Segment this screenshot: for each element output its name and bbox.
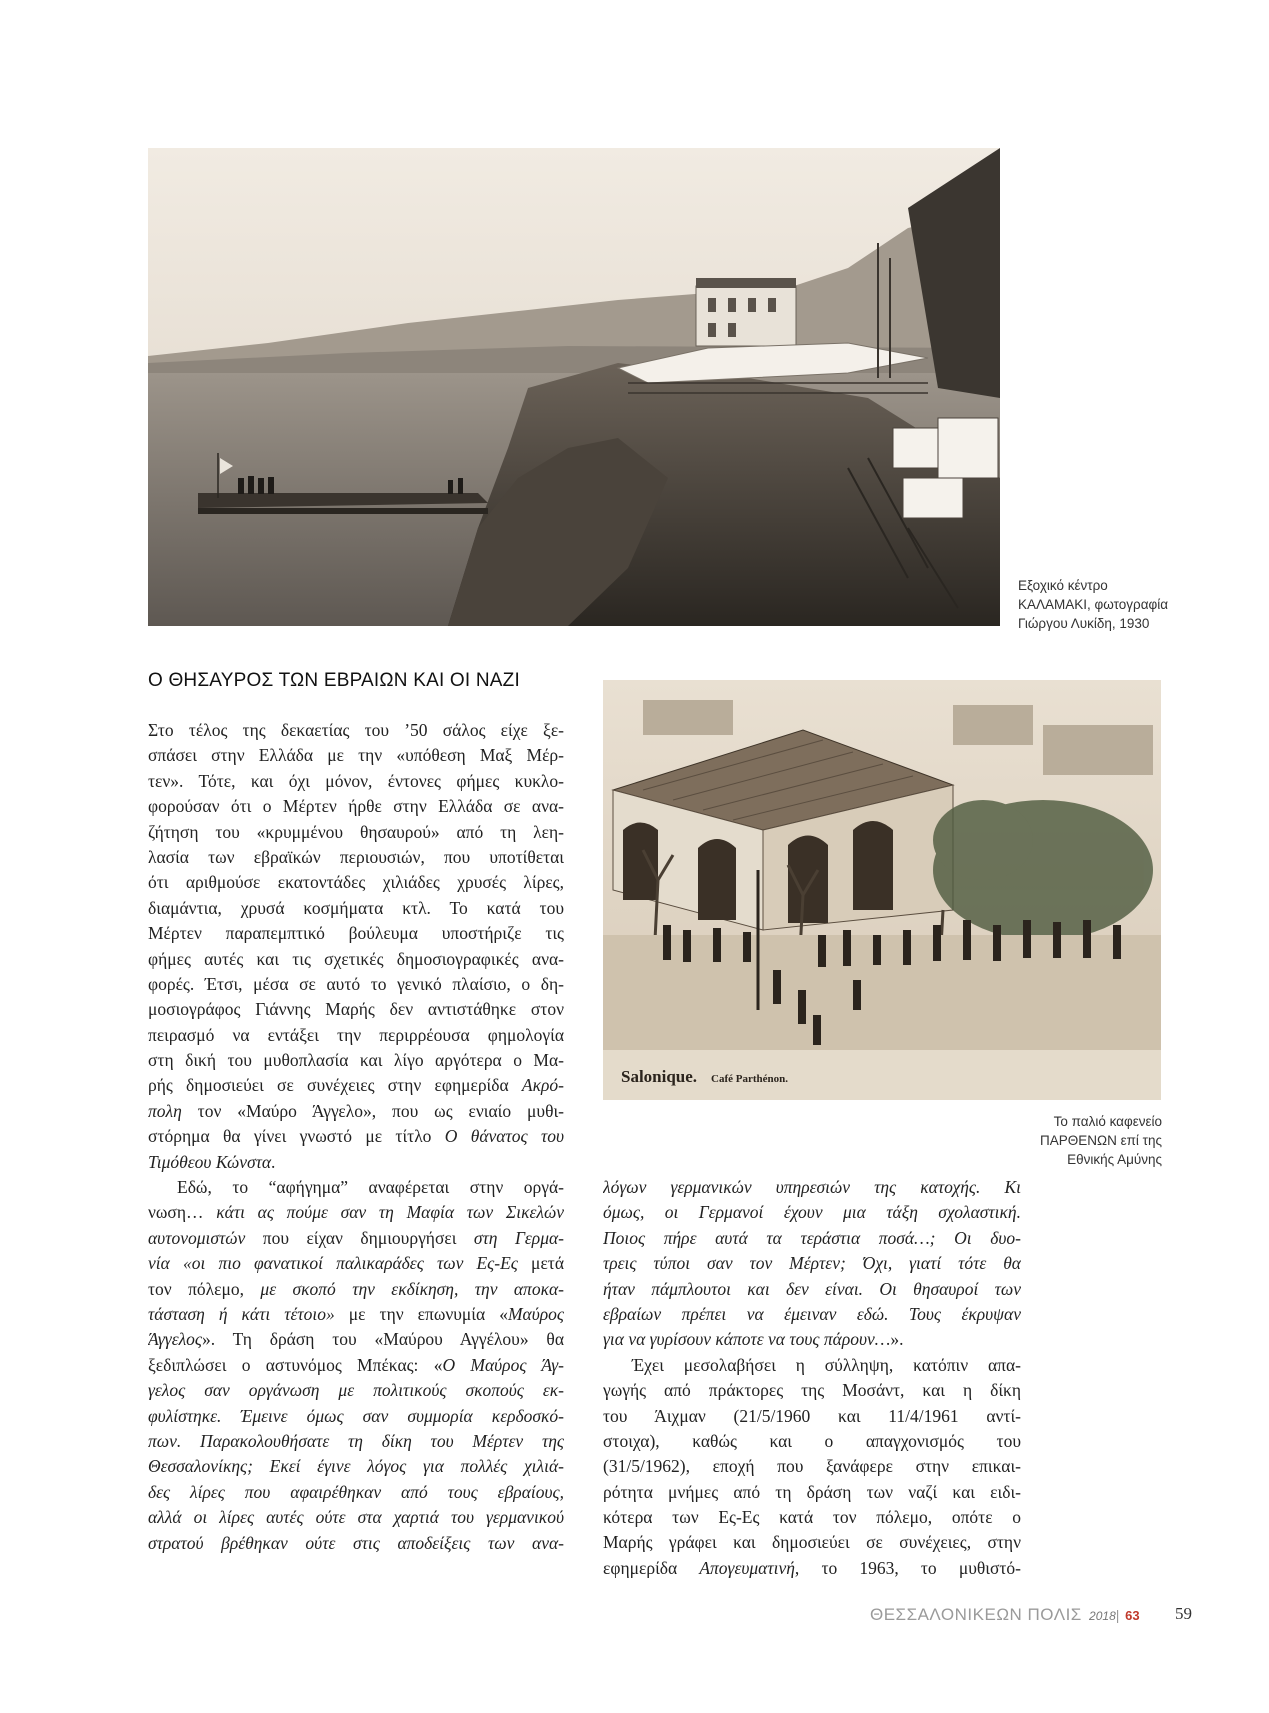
text-segment: αλλά οι λίρες αυτές ούτε στα χαρτιά του γερμανικού <box>148 1507 564 1528</box>
text-segment: γωγής από πράκτορες της Μοσάντ, και η δίκη <box>603 1380 1021 1401</box>
text-line <box>148 1175 564 1200</box>
photo-kalamaki-caption <box>1018 576 1168 633</box>
text-segment: μετά <box>517 1253 564 1274</box>
text-line <box>148 743 564 768</box>
text-line <box>148 1505 564 1530</box>
issue-year: 2018 <box>1089 1609 1116 1623</box>
text-line <box>148 1378 564 1403</box>
text-line <box>148 1048 564 1073</box>
text-segment: στη δική του μυθοπλασία και λίγο αργότερα ο Μα- <box>148 1050 564 1071</box>
text-line <box>148 769 564 794</box>
text-line <box>148 845 564 870</box>
text-line <box>603 1226 1021 1251</box>
issue-number: 63 <box>1125 1608 1140 1623</box>
article-left-column <box>148 718 564 1556</box>
text-segment: για να γυρίσουν κάποτε να τους πάρουν… <box>603 1329 891 1350</box>
text-segment: φορές. Έτσι, μέσα σε αυτό το γενικό πλαίσιο, ο δη- <box>148 973 564 994</box>
text-line <box>148 1073 564 1098</box>
text-line <box>148 1226 564 1251</box>
text-segment: Μαρής γράφει και δημοσιεύει σε συνέχειες, στην <box>603 1532 1021 1553</box>
text-segment: με σκοπό την εκδίκηση, την αποκα- <box>260 1278 564 1299</box>
text-segment: με την επωνυμία « <box>334 1303 508 1324</box>
text-line <box>148 1480 564 1505</box>
photo-printed-label: Salonique. <box>621 1067 698 1086</box>
caption-line: ΚΑΛΑΜΑΚΙ, φωτογραφία <box>1018 597 1169 612</box>
text-segment: φυλίστηκε. Έμεινε όμως σαν συμμορία κερδοσκό- <box>148 1405 564 1426</box>
text-segment: Απογευματινή <box>699 1557 795 1578</box>
article-right-column <box>603 1175 1021 1581</box>
text-line <box>603 1505 1021 1530</box>
page-footer <box>870 1605 1140 1625</box>
text-segment: ήταν πάμπλουτοι και δεν είναι. Οι θησαυροί των <box>603 1278 1021 1299</box>
text-line <box>148 1099 564 1124</box>
text-segment: ρής δημοσιεύει σε συνέχειες στην εφημερίδα <box>148 1075 522 1096</box>
text-line <box>148 1353 564 1378</box>
photo-printed-label-small: Café Parthénon. <box>711 1073 788 1085</box>
text-segment: φήμες αυτές και τις σχετικές δημοσιογραφικές ανα- <box>148 948 564 969</box>
text-segment: Άγγελος <box>148 1329 203 1350</box>
text-segment: ότι αριθμούσε εκατοντάδες χιλιάδες χρυσές λίρες, <box>148 872 564 893</box>
footer-separator: | <box>1115 1607 1120 1623</box>
text-segment: Ο Μαύρος Άγ- <box>442 1354 564 1375</box>
text-segment: εβραίων πρέπει να έμειναν εδώ. Τους έκρυψαν <box>603 1303 1021 1324</box>
text-segment: Ακρό- <box>521 1075 564 1096</box>
text-segment: ζήτηση του «κρυμμένου θησαυρού» από τη λεη- <box>148 821 564 842</box>
text-line <box>148 1327 564 1352</box>
text-segment: Στο τέλος της δεκαετίας του ’50 σάλος είχε ξε- <box>148 720 564 740</box>
text-segment: σπάσει στην Ελλάδα με την «υπόθεση Μαξ Μέρ- <box>148 745 564 766</box>
text-segment: γελος σαν οργάνωση με πολιτικούς σκοπούς εκ- <box>148 1380 564 1401</box>
text-line <box>148 1531 564 1556</box>
magazine-title: ΘΕΣΣΑΛΟΝΙΚΕΩΝ ΠΟΛΙΣ <box>870 1605 1082 1624</box>
text-segment: ». <box>890 1329 904 1350</box>
text-segment: στόρημα θα γίνει γνωστό με τίτλο <box>148 1126 445 1147</box>
caption-line: Το παλιό καφενείο <box>1053 1114 1163 1129</box>
text-segment: Ποιος πήρε αυτά τα τεράστια ποσά…; Οι δυο- <box>603 1227 1021 1248</box>
text-segment: στρατού βρέθηκαν ούτε στις αποδείξεις των ανα- <box>148 1532 564 1553</box>
text-segment: τεν». Τότε, και όχι μόνον, έντονες φήμες κυκλο- <box>148 770 564 791</box>
text-line <box>148 997 564 1022</box>
text-segment: Τιμόθεου Κώνστα <box>148 1151 272 1172</box>
text-line <box>148 1429 564 1454</box>
text-segment: αυτονομιστών <box>148 1227 246 1248</box>
text-segment: νωση… <box>148 1202 217 1223</box>
text-segment: λόγων γερμανικών υπηρεσιών της κατοχής. Κι <box>603 1177 1021 1197</box>
text-line <box>603 1378 1021 1403</box>
text-segment: . <box>271 1151 276 1172</box>
text-line <box>148 1277 564 1302</box>
text-line <box>148 1454 564 1479</box>
text-segment: εφημερίδα <box>603 1557 700 1578</box>
text-segment: του Άιχμαν (21/5/1960 και 11/4/1961 αντί- <box>603 1405 1021 1426</box>
text-line <box>148 896 564 921</box>
text-line <box>603 1480 1021 1505</box>
text-line <box>148 1251 564 1276</box>
text-line <box>148 1124 564 1149</box>
text-line <box>148 718 564 743</box>
text-segment: τρεις τύποι σαν τον Μέρτεν; Όχι, γιατί τότε θα <box>603 1253 1021 1274</box>
text-line <box>603 1556 1021 1581</box>
text-segment: τον πόλεμο, <box>148 1278 261 1299</box>
text-segment: τον «Μαύρο Άγγελο», που ως ενιαίο μυθι- <box>181 1100 564 1121</box>
text-line <box>148 947 564 972</box>
text-segment: που είχαν δημιουργήσει <box>245 1227 474 1248</box>
text-line <box>148 870 564 895</box>
text-segment: δες λίρες που αφαιρέθηκαν από τους εβραίους, <box>148 1481 564 1502</box>
text-segment: λασία των εβραϊκών περιουσιών, που υποτίθεται <box>148 846 564 867</box>
caption-line: Εθνικής Αμύνης <box>1067 1152 1163 1167</box>
text-line <box>603 1530 1021 1555</box>
text-line <box>603 1454 1021 1479</box>
text-segment: Μαύρος <box>507 1303 564 1324</box>
text-segment: ρότητα μνήμες από τη δράση των ναζί και ειδι- <box>603 1481 1021 1502</box>
text-segment: Μέρτεν παραπεμπτικό βούλευμα υποστήριζε τις <box>148 923 564 944</box>
text-segment: Ο θάνατος του <box>444 1126 564 1147</box>
text-line <box>148 1302 564 1327</box>
text-line <box>148 820 564 845</box>
text-segment: Εδώ, το “αφήγημα” αναφέρεται στην οργά- <box>177 1177 564 1198</box>
text-segment: μοσιογράφος Γιάννης Μαρής δεν αντιστάθηκε στον <box>148 999 564 1020</box>
caption-line: ΠΑΡΘΕΝΩΝ επί της <box>1040 1133 1163 1148</box>
photo-cafe-caption <box>1040 1112 1162 1169</box>
text-line <box>148 1404 564 1429</box>
text-line <box>603 1302 1021 1327</box>
caption-line: Εξοχικό κέντρο <box>1018 578 1108 593</box>
text-segment: κότερα των Ες-Ες κατά τον πόλεμο, οπότε ο <box>603 1507 1021 1528</box>
text-line <box>603 1404 1021 1429</box>
text-segment: πειρασμό να εντάξει την περιρρέουσα φημολογία <box>148 1024 564 1045</box>
caption-line: Γιώργου Λυκίδη, 1930 <box>1018 616 1150 631</box>
text-line <box>603 1200 1021 1225</box>
text-line <box>603 1429 1021 1454</box>
text-line <box>603 1277 1021 1302</box>
text-segment: ». Τη δράση του «Μαύρου Αγγέλου» θα <box>202 1329 564 1350</box>
text-segment: Έχει μεσολαβήσει η σύλληψη, κατόπιν απα- <box>632 1354 1021 1375</box>
text-segment: όμως, οι Γερμανοί έχουν μια τάξη σχολαστική. <box>603 1202 1021 1223</box>
page-number: 59 <box>1175 1604 1192 1623</box>
text-line <box>148 1200 564 1225</box>
text-line <box>148 972 564 997</box>
text-line <box>603 1327 1021 1352</box>
text-line <box>603 1251 1021 1276</box>
text-line <box>148 1023 564 1048</box>
article-heading: Ο ΘΗΣΑΥΡΟΣ ΤΩΝ ΕΒΡΑΙΩΝ ΚΑΙ ΟΙ ΝΑΖΙ <box>148 670 520 691</box>
text-segment: Θεσσαλονίκης; Εκεί έγινε λόγος για πολλές χιλιά- <box>148 1456 564 1477</box>
text-segment: ξεδιπλώσει ο αστυνόμος Μπέκας: « <box>148 1354 443 1375</box>
text-line <box>148 921 564 946</box>
text-line <box>148 1150 564 1175</box>
photo-kalamaki <box>148 148 1000 626</box>
text-line <box>603 1175 1021 1200</box>
text-segment: κάτι ας πούμε σαν τη Μαφία των Σικελών <box>216 1202 564 1223</box>
text-segment: πολη <box>148 1100 182 1121</box>
text-segment: στοιχα), καθώς και ο απαγχονισμός του <box>603 1430 1021 1451</box>
text-segment: πων. Παρακολουθήσατε τη δίκη του Μέρτεν της <box>148 1430 564 1451</box>
text-segment: νία «οι πιο φανατικοί παλικαράδες των Ες-Ες <box>148 1253 518 1274</box>
photo-cafe-parthenon <box>603 680 1161 1100</box>
text-line <box>148 794 564 819</box>
text-segment: (31/5/1962), εποχή που ξανάφερε στην επικαι- <box>603 1456 1021 1477</box>
text-segment: φορούσαν ότι ο Μέρτεν ήρθε στην Ελλάδα σε ανα- <box>148 796 564 817</box>
text-segment: τάσταση ή κάτι τέτοιο» <box>148 1303 335 1324</box>
text-line <box>603 1353 1021 1378</box>
text-segment: στη Γερμα- <box>473 1227 564 1248</box>
text-segment: , το 1963, το μυθιστό- <box>794 1557 1021 1578</box>
text-segment: διαμάντια, χρυσά κοσμήματα κτλ. Το κατά του <box>148 897 564 918</box>
